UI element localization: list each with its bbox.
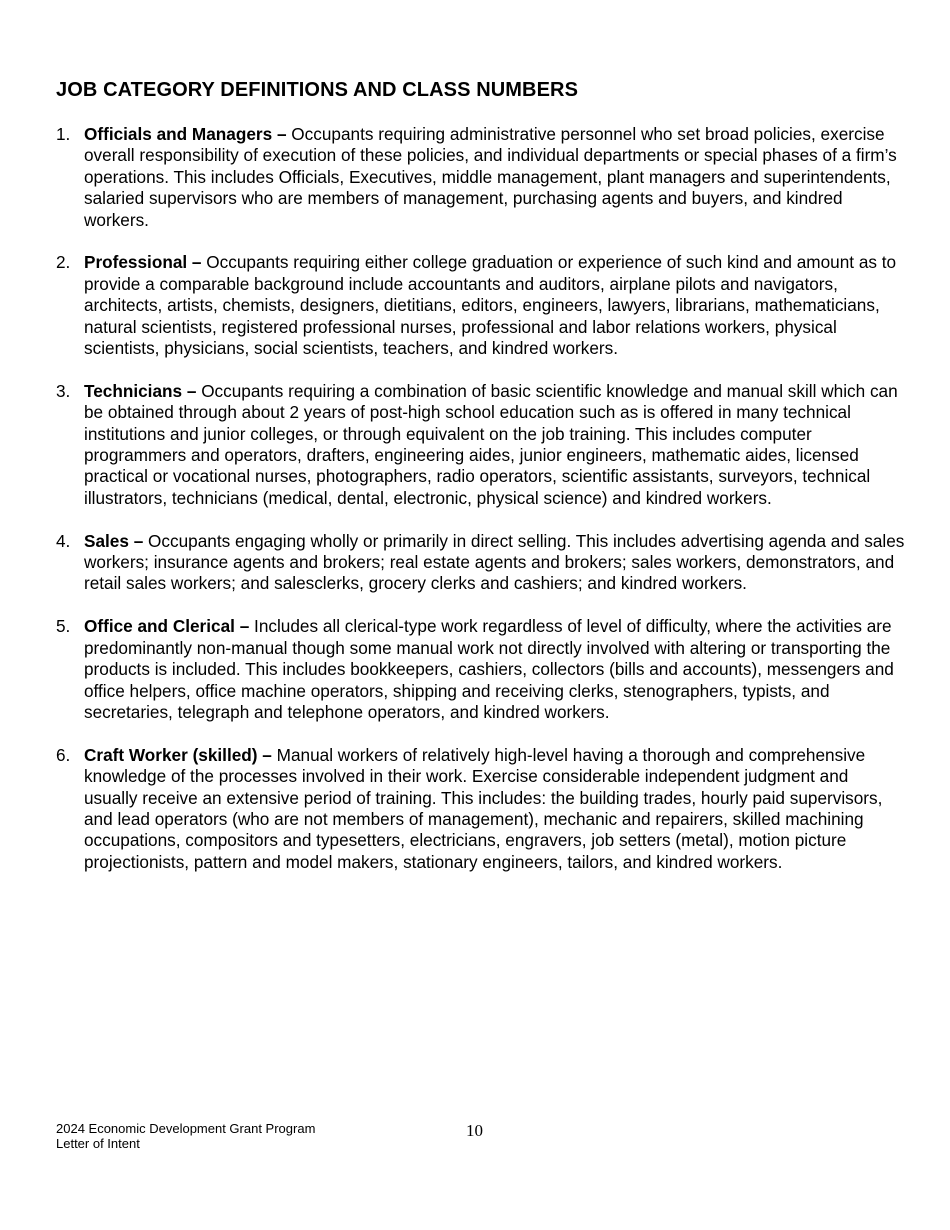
definition-number: 6. bbox=[56, 744, 71, 765]
definition-text: Occupants requiring administrative personnel who set broad policies, exercise overall responsibility of execution of these policies, and individual departments or special phases of a firm’s operations. This includes Officials, Executives, middle management, plant managers and superintendents, salaried supervisors who are members of management, purchasing agents and buyers, and kindred workers. bbox=[84, 124, 897, 230]
definition-officials-and-managers bbox=[56, 124, 906, 231]
definition-term: Technicians – bbox=[84, 380, 197, 401]
definition-number: 1. bbox=[56, 124, 71, 144]
definition-number: 3. bbox=[56, 380, 71, 401]
definition-term: Craft Worker (skilled) – bbox=[84, 744, 272, 765]
definition-text: Manual workers of relatively high-level having a thorough and comprehensive knowledge of the processes involved in their work. Exercise considerable independent judgment and usually receive an extensive period of training. This includes: the building trades, hourly paid supervisors, and lead operators (who are not members of management), mechanic and repairers, skilled machining occupations, compositors and typesetters, electricians, engravers, job setters (metal), motion picture projectionists, pattern and model makers, stationary engineers, tailors, and kindred workers. bbox=[84, 744, 883, 872]
definition-craft-worker bbox=[56, 745, 906, 873]
footer-program-name: 2024 Economic Development Grant Program bbox=[56, 1121, 316, 1136]
definition-text: Occupants engaging wholly or primarily in direct selling. This includes advertising agenda and sales workers; insurance agents and brokers; real estate agents and brokers; sales workers, demonstrators, and retail sales workers; and salesclerks, grocery clerks and cashiers; and kindred workers. bbox=[84, 530, 905, 594]
definition-term: Office and Clerical – bbox=[84, 616, 250, 637]
definition-term: Sales – bbox=[84, 530, 144, 551]
definition-professional bbox=[56, 252, 906, 359]
definition-sales bbox=[56, 531, 906, 595]
footer-program-info bbox=[56, 1121, 315, 1151]
definition-number: 4. bbox=[56, 530, 71, 551]
definition-text: Occupants requiring either college graduation or experience of such kind and amount as to provide a comparable background include accountants and auditors, airplane pilots and navigators, architects, artists, chemists, designers, dietitians, editors, engineers, lawyers, librarians, mathematicians, natural scientists, registered professional nurses, professional and labor relations workers, physical scientists, physicians, social scientists, teachers, and kindred workers. bbox=[84, 252, 897, 359]
definition-text: Includes all clerical-type work regardless of level of difficulty, where the activities are predominantly non-manual though some manual work not directly involved with altering or transporting the products is included. This includes bookkeepers, cashiers, collectors (bills and accounts), messengers and office helpers, office machine operators, shipping and receiving clerks, stenographers, typists, and secretaries, telegraph and telephone operators, and kindred workers. bbox=[84, 616, 894, 722]
definition-term: Professional – bbox=[84, 252, 202, 273]
definition-term: Officials and Managers – bbox=[84, 124, 287, 144]
footer-document-name: Letter of Intent bbox=[56, 1136, 140, 1151]
definition-technicians bbox=[56, 381, 906, 509]
definition-number: 5. bbox=[56, 616, 71, 637]
definition-text: Occupants requiring a combination of basic scientific knowledge and manual skill which can be obtained through about 2 years of post-high school education such as is offered in many technical institutions and junior colleges, or through equivalent on the job training. This includes computer programmers and operators, drafters, engineering aides, junior engineers, mathematic aides, licensed practical or vocational nurses, photographers, radio operators, scientific assistants, surveyors, technical illustrators, technicians (medical, dental, electronic, physical science) and kindred workers. bbox=[84, 380, 898, 508]
page-number: 10 bbox=[466, 1121, 483, 1140]
definitions-list bbox=[56, 124, 906, 895]
definition-number: 2. bbox=[56, 252, 71, 273]
page-title: JOB CATEGORY DEFINITIONS AND CLASS NUMBERS bbox=[56, 79, 579, 101]
definition-office-and-clerical bbox=[56, 616, 906, 723]
